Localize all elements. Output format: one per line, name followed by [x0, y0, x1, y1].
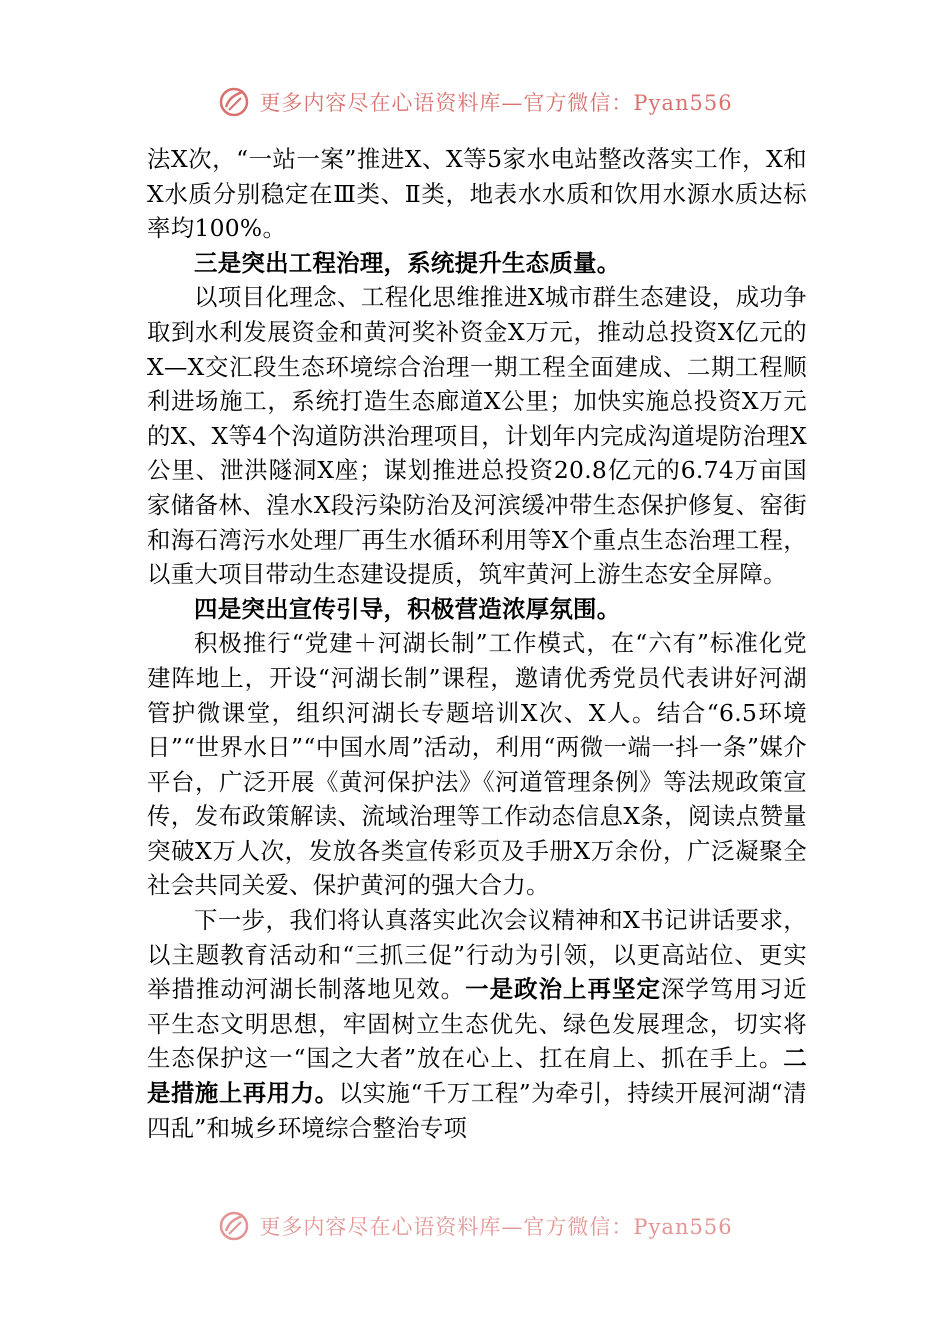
- watermark-text: 更多内容尽在心语资料库—官方微信：Pyan556: [259, 1215, 733, 1239]
- section-heading-4: 四是突出宣传引导，积极营造浓厚氛围。: [194, 594, 621, 623]
- section-heading-3: 三是突出工程治理，系统提升生态质量。: [194, 248, 621, 277]
- watermark-header: [0, 82, 950, 122]
- text-run: 以实施“千万工程”为牵引，持续开展河湖“清四乱”和城乡环境综合整治专项: [147, 1079, 807, 1142]
- paragraph-next-steps: [147, 903, 807, 1145]
- watermark-footer: [0, 1206, 950, 1246]
- seal-logo-icon: [217, 1209, 251, 1243]
- document-body: [147, 142, 807, 1145]
- text-run: 下一步，我们将认真落实此次会议精神和X书记讲话要求，以主题教育活动和“三抓三促”行动为引领，以更高站位、更实举措推动河湖长制落地见效。: [147, 906, 807, 1004]
- bold-run: 一是政治上再坚定: [465, 975, 661, 1004]
- watermark-text: 更多内容尽在心语资料库—官方微信：Pyan556: [259, 91, 733, 115]
- paragraph: 积极推行“党建＋河湖长制”工作模式，在“六有”标准化党建阵地上，开设“河湖长制”课程，邀请优秀党员代表讲好河湖管护微课堂，组织河湖长专题培训X次、X人。结合“6.5环境日”“世界水日”“中国水周”活动，利用“两微一端一抖一条”媒介平台，广泛开展《黄河保护法》《河道管理条例》等法规政策宣传，发布政策解读、流域治理等工作动态信息X条，阅读点赞量突破X万人次，发放各类宣传彩页及手册X万余份，广泛凝聚全社会共同关爱、保护黄河的强大合力。: [147, 629, 807, 900]
- text-run: 深学笃用习近平生态文明思想，牢固树立生态优先、绿色发展理念，切实将生态保护这一“国之大者”放在心上、扛在肩上、抓在手上。: [147, 975, 807, 1073]
- seal-logo-icon: [217, 85, 251, 119]
- bold-run: 二是措施上再用力。: [147, 1044, 807, 1108]
- paragraph: 法X次，“一站一案”推进X、X等5家水电站整改落实工作，X和X水质分别稳定在Ⅲ类、Ⅱ类，地表水水质和饮用水源水质达标率均100%。: [147, 145, 807, 243]
- paragraph: 以项目化理念、工程化思维推进X城市群生态建设，成功争取到水利发展资金和黄河奖补资金X万元，推动总投资X亿元的X—X交汇段生态环境综合治理一期工程全面建成、二期工程顺利进场施工，系统打造生态廊道X公里；加快实施总投资X万元的X、X等4个沟道防洪治理项目，计划年内完成沟道堤防治理X公里、泄洪隧洞X座；谋划推进总投资20.8亿元的6.74万亩国家储备林、湟水X段污染防治及河滨缓冲带生态保护修复、窑街和海石湾污水处理厂再生水循环利用等X个重点生态治理工程，以重大项目带动生态建设提质，筑牢黄河上游生态安全屏障。: [147, 283, 807, 589]
